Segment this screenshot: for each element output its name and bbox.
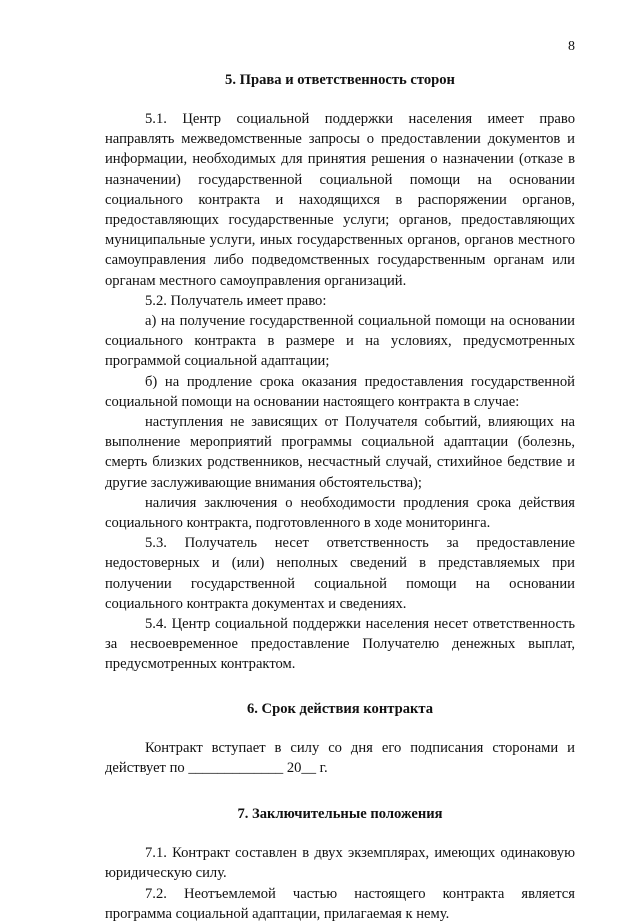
paragraph-5-1: 5.1. Центр социальной поддержки населения имеет право направлять межведомственные запросы о предоставлении документов и информации, необходимых для принятия решения о назначении (отказе в назначении) государственной социальной помощи на основании социального контракта и находящихся в распоряжении органов, предоставляющих государственные услуги; органов, предоставляющих муниципальные услуги, иных государственных органов, органов местного самоуправления либо подведомственных государственным органам или органам местного самоуправления организаций. bbox=[105, 111, 575, 289]
paragraph-7-2: 7.2. Неотъемлемой частью настоящего контракта является программа социальной адаптации, прилагаемая к нему. bbox=[105, 885, 575, 922]
section-heading: 7. Заключительные положения bbox=[237, 806, 443, 823]
section-contract-term bbox=[105, 699, 575, 778]
paragraph-5-2-a: а) на получение государственной социальной помощи на основании социального контракта в размере и на условиях, предусмотренных программой социальной адаптации; bbox=[105, 313, 575, 370]
paragraph-5-2-b: б) на продление срока оказания предоставления государственной социальной помощи на основании настоящего контракта в случае: bbox=[105, 373, 575, 410]
page-number: 8 bbox=[568, 39, 575, 54]
section-heading: 6. Срок действия контракта bbox=[246, 700, 434, 717]
section-rights-responsibility bbox=[105, 70, 575, 675]
document-body bbox=[105, 70, 575, 924]
section-heading: 5. Права и ответственность сторон bbox=[225, 72, 455, 88]
paragraph-7-1: 7.1. Контракт составлен в двух экземплярах, имеющих одинаковую юридическую силу. bbox=[105, 845, 575, 882]
paragraph-conclusion: наличия заключения о необходимости продления срока действия социального контракта, подготовленного в ходе мониторинга. bbox=[105, 494, 575, 532]
section-final-provisions bbox=[105, 804, 575, 924]
paragraph-6-1: Контракт вступает в силу со дня его подписания сторонами и действует по _____________ 20__ г. bbox=[105, 739, 575, 776]
paragraph-5-3: 5.3. Получатель несет ответственность за предоставление недостоверных и (или) неполных сведений в представляемых при получении государственной социальной помощи на основании социального контракта документах и сведениях. bbox=[105, 535, 575, 612]
paragraph-events: наступления не зависящих от Получателя событий, влияющих на выполнение мероприятий программы социальной адаптации (болезнь, смерть близких родственников, несчастный случай, стихийное бедствие и другие заслуживающие внимания обстоятельства); bbox=[105, 414, 575, 491]
paragraph-5-2: 5.2. Получатель имеет право: bbox=[145, 292, 327, 309]
paragraph-5-4: 5.4. Центр социальной поддержки населения несет ответственность за несвоевременное предоставление Получателю денежных выплат, предусмотренных контрактом. bbox=[105, 616, 575, 673]
